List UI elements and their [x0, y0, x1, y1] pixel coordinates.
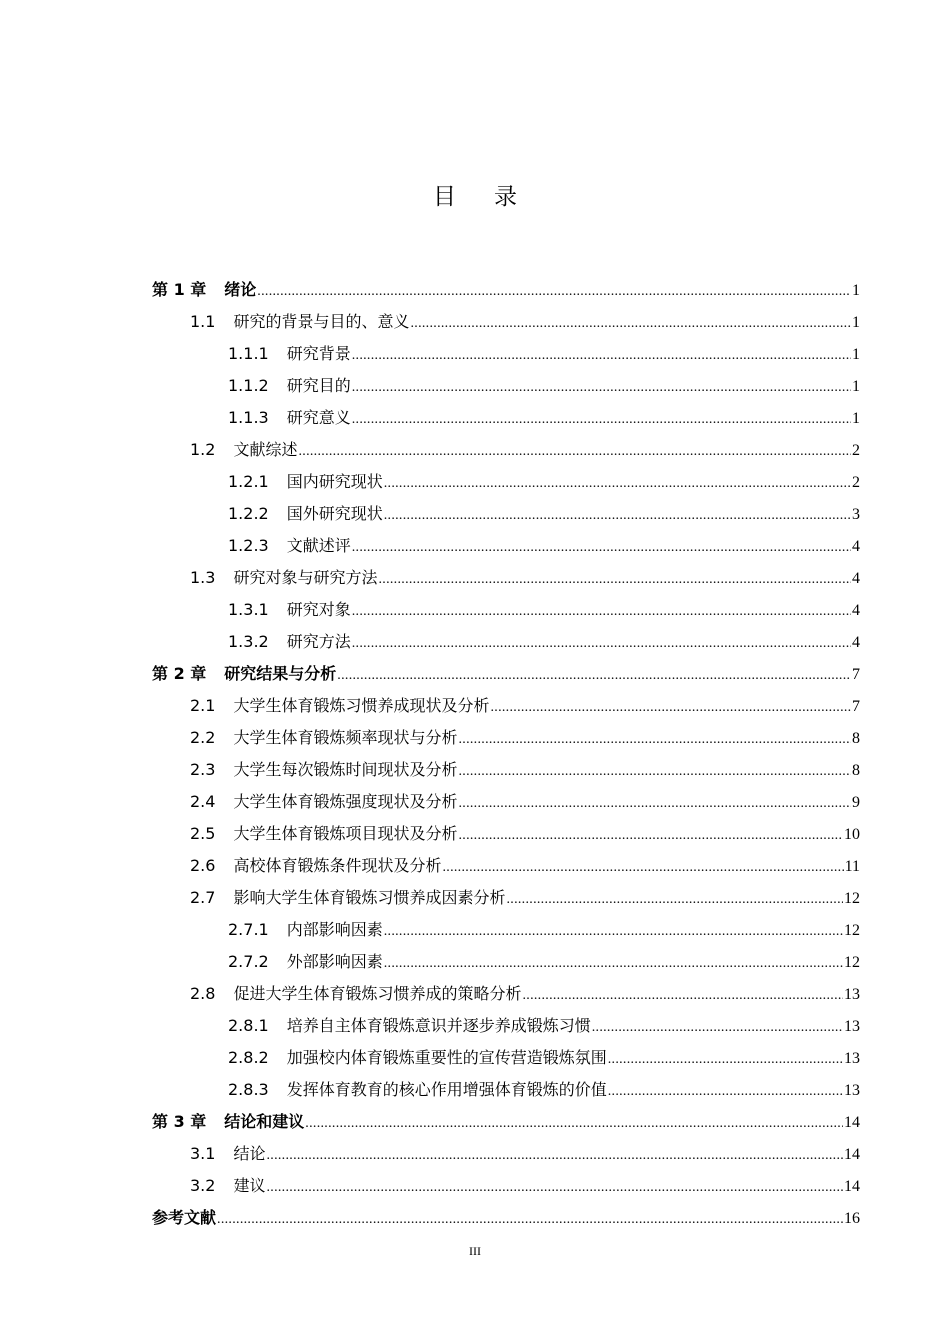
toc-entry-label — [228, 946, 383, 978]
toc-entry-page: 1 — [852, 314, 860, 331]
toc-entry-title: 国内研究现状 — [286, 472, 383, 491]
toc-entry-title: 大学生每次锻炼时间现状及分析 — [233, 760, 458, 779]
toc-entry[interactable] — [152, 1202, 860, 1234]
dot-leader — [490, 692, 851, 724]
toc-entry-label — [152, 1202, 216, 1234]
toc-entry-page: 13 — [844, 1082, 860, 1099]
toc-entry[interactable] — [190, 818, 860, 850]
toc-entry[interactable] — [228, 594, 860, 626]
toc-entry[interactable] — [228, 914, 860, 946]
toc-entry-title: 研究的背景与目的、意义 — [233, 312, 410, 331]
toc-entry-title: 加强校内体育锻炼重要性的宣传营造锻炼氛围 — [286, 1048, 607, 1067]
toc-entry-number: 1.3.1 — [228, 600, 269, 619]
toc-entry-number: 1.1.3 — [228, 408, 269, 427]
toc-entry-page: 1 — [852, 410, 860, 427]
toc-entry-label — [190, 1138, 265, 1170]
toc-entry-number: 2.7.1 — [228, 920, 269, 939]
dot-leader — [378, 564, 851, 596]
dot-leader — [352, 404, 851, 436]
toc-entry-title: 培养自主体育锻炼意识并逐步养成锻炼习惯 — [286, 1016, 591, 1035]
toc-entry-title: 发挥体育教育的核心作用增强体育锻炼的价值 — [286, 1080, 607, 1099]
toc-entry-number: 2.8 — [190, 984, 216, 1003]
toc-entry-title: 研究对象 — [286, 600, 351, 619]
toc-entry-label — [228, 402, 351, 434]
dot-leader — [522, 980, 843, 1012]
toc-entry[interactable] — [152, 658, 860, 690]
toc-entry-page: 16 — [844, 1210, 860, 1227]
toc-entry-label — [190, 786, 457, 818]
toc-entry-page: 11 — [844, 858, 860, 875]
toc-entry-page: 2 — [852, 474, 860, 491]
toc-entry[interactable] — [190, 882, 860, 914]
toc-entry-number: 2.2 — [190, 728, 216, 747]
toc-entry-title: 研究目的 — [286, 376, 351, 395]
toc-entry-page: 14 — [844, 1114, 860, 1131]
toc-entry-label — [228, 370, 351, 402]
toc-entry-page: 7 — [852, 666, 860, 683]
dot-leader — [608, 1076, 843, 1108]
toc-entry-title: 大学生体育锻炼频率现状与分析 — [233, 728, 458, 747]
toc-entry-page: 14 — [844, 1178, 860, 1195]
dot-leader — [442, 852, 843, 884]
toc-entry-page: 4 — [852, 634, 860, 651]
toc-entry[interactable] — [190, 786, 860, 818]
toc-entry-number: 3.1 — [190, 1144, 216, 1163]
toc-entry-number: 2.6 — [190, 856, 216, 875]
toc-entry-number: 1.1 — [190, 312, 216, 331]
toc-entry-label — [190, 754, 457, 786]
toc-entry-title: 建议 — [233, 1176, 266, 1195]
toc-entry[interactable] — [190, 850, 860, 882]
toc-entry-page: 4 — [852, 602, 860, 619]
toc-entry[interactable] — [190, 306, 860, 338]
toc-entry[interactable] — [228, 498, 860, 530]
toc-entry-page: 12 — [844, 890, 860, 907]
toc-entry-label — [228, 498, 383, 530]
toc-entry-title: 大学生体育锻炼项目现状及分析 — [233, 824, 458, 843]
dot-leader — [217, 1204, 843, 1236]
dot-leader — [458, 820, 843, 852]
toc-entry-label — [228, 1010, 591, 1042]
toc-entry-label — [228, 338, 351, 370]
toc-entry-label — [152, 658, 336, 690]
toc-entry[interactable] — [228, 466, 860, 498]
toc-entry-page: 10 — [844, 826, 860, 843]
toc-entry-page: 1 — [852, 378, 860, 395]
toc-entry-label — [190, 562, 377, 594]
toc-entry[interactable] — [190, 754, 860, 786]
toc-entry-page: 12 — [844, 922, 860, 939]
toc-entry[interactable] — [228, 1074, 860, 1106]
toc-entry-label — [152, 274, 256, 306]
toc-entry-title: 文献综述 — [233, 440, 298, 459]
toc-entry-number: 2.3 — [190, 760, 216, 779]
toc-entry-title: 研究背景 — [286, 344, 351, 363]
toc-entry-label — [190, 818, 457, 850]
toc-entry[interactable] — [228, 1010, 860, 1042]
toc-entry-number: 第 1 章 — [152, 280, 207, 299]
toc-entry-title: 内部影响因素 — [286, 920, 383, 939]
dot-leader — [458, 724, 851, 756]
dot-leader — [384, 468, 851, 500]
toc-entry-title: 研究对象与研究方法 — [233, 568, 378, 587]
page-title — [0, 178, 950, 211]
toc-entry-label — [190, 882, 505, 914]
dot-leader — [458, 788, 851, 820]
toc-entry[interactable] — [190, 978, 860, 1010]
toc-entry-page: 13 — [844, 1018, 860, 1035]
toc-entry-number: 1.2 — [190, 440, 216, 459]
toc-entry-title: 文献述评 — [286, 536, 351, 555]
toc-entry-label — [152, 1106, 304, 1138]
toc-entry-label — [190, 1170, 265, 1202]
toc-entry-number: 2.4 — [190, 792, 216, 811]
dot-leader — [458, 756, 851, 788]
toc-entry[interactable] — [228, 402, 860, 434]
title-char-2: 录 — [494, 184, 517, 210]
toc-entry[interactable] — [228, 1042, 860, 1074]
toc-entry-title: 影响大学生体育锻炼习惯养成因素分析 — [233, 888, 506, 907]
toc-entry[interactable] — [190, 690, 860, 722]
toc-entry[interactable] — [190, 434, 860, 466]
toc-entry-page: 4 — [852, 538, 860, 555]
toc-entry-title: 高校体育锻炼条件现状及分析 — [233, 856, 442, 875]
dot-leader — [305, 1108, 843, 1140]
toc-entry-number: 2.7.2 — [228, 952, 269, 971]
toc-entry-title: 研究结果与分析 — [224, 664, 337, 683]
dot-leader — [384, 500, 851, 532]
toc-entry-label — [228, 530, 351, 562]
dot-leader — [337, 660, 851, 692]
toc-entry-label — [190, 690, 489, 722]
dot-leader — [266, 1172, 843, 1204]
toc-entry-label — [190, 722, 457, 754]
toc-entry[interactable] — [190, 1170, 860, 1202]
toc-entry-number: 2.8.2 — [228, 1048, 269, 1067]
dot-leader — [384, 916, 843, 948]
toc-entry-title: 大学生体育锻炼习惯养成现状及分析 — [233, 696, 490, 715]
toc-entry[interactable] — [228, 946, 860, 978]
toc-entry-number: 2.8.1 — [228, 1016, 269, 1035]
title-char-1: 目 — [433, 184, 456, 210]
toc-entry[interactable] — [228, 626, 860, 658]
toc-entry-number: 1.2.1 — [228, 472, 269, 491]
toc-entry-number: 2.5 — [190, 824, 216, 843]
toc-entry[interactable] — [228, 530, 860, 562]
toc-entry-number: 1.3.2 — [228, 632, 269, 651]
toc-entry-label — [228, 1074, 607, 1106]
toc-entry-label — [190, 978, 521, 1010]
dot-leader — [352, 532, 851, 564]
toc-entry-page: 8 — [852, 762, 860, 779]
toc-entry[interactable] — [228, 370, 860, 402]
toc-entry-number: 1.1.1 — [228, 344, 269, 363]
toc-entry-label — [190, 850, 441, 882]
toc-entry-number: 1.1.2 — [228, 376, 269, 395]
toc-entry-page: 13 — [844, 986, 860, 1003]
toc-entry-number: 2.8.3 — [228, 1080, 269, 1099]
dot-leader — [506, 884, 843, 916]
toc-entry-label — [228, 466, 383, 498]
toc-entry-title: 大学生体育锻炼强度现状及分析 — [233, 792, 458, 811]
toc-entry-title: 外部影响因素 — [286, 952, 383, 971]
toc-entry-label — [228, 594, 351, 626]
toc-entry-number: 3.2 — [190, 1176, 216, 1195]
dot-leader — [608, 1044, 843, 1076]
toc-entry-title: 结论 — [233, 1144, 266, 1163]
page-number: III — [469, 1244, 481, 1258]
toc-entry-page: 8 — [852, 730, 860, 747]
toc-entry[interactable] — [190, 562, 860, 594]
toc-entry-label — [228, 626, 351, 658]
toc-entry[interactable] — [228, 338, 860, 370]
dot-leader — [352, 372, 851, 404]
toc-entry-page: 2 — [852, 442, 860, 459]
toc-entry-page: 3 — [852, 506, 860, 523]
toc-entry-label — [228, 1042, 607, 1074]
toc-entry-number: 1.2.2 — [228, 504, 269, 523]
toc-entry-number: 2.1 — [190, 696, 216, 715]
toc-entry-page: 14 — [844, 1146, 860, 1163]
toc-entry-page: 4 — [852, 570, 860, 587]
toc-entry-page: 12 — [844, 954, 860, 971]
dot-leader — [352, 340, 851, 372]
toc-entry-title: 参考文献 — [152, 1208, 217, 1227]
dot-leader — [592, 1012, 843, 1044]
toc-entry-title: 结论和建议 — [224, 1112, 305, 1131]
toc-entry-page: 1 — [852, 346, 860, 363]
toc-entry-page: 7 — [852, 698, 860, 715]
dot-leader — [257, 276, 851, 308]
toc-entry[interactable] — [152, 1106, 860, 1138]
dot-leader — [352, 596, 851, 628]
toc-entry-title: 促进大学生体育锻炼习惯养成的策略分析 — [233, 984, 522, 1003]
toc-entry-number: 第 2 章 — [152, 664, 207, 683]
toc-entry-number: 2.7 — [190, 888, 216, 907]
dot-leader — [266, 1140, 843, 1172]
dot-leader — [298, 436, 851, 468]
toc-entry-title: 研究意义 — [286, 408, 351, 427]
toc-entry-page: 13 — [844, 1050, 860, 1067]
toc-entry-title: 绪论 — [224, 280, 257, 299]
toc-entry[interactable] — [190, 722, 860, 754]
toc-entry-number: 1.2.3 — [228, 536, 269, 555]
toc-entry-number: 1.3 — [190, 568, 216, 587]
toc-entry-page: 9 — [852, 794, 860, 811]
toc-entry-title: 国外研究现状 — [286, 504, 383, 523]
toc-entry-label — [190, 306, 409, 338]
dot-leader — [384, 948, 843, 980]
toc-entry-label — [228, 914, 383, 946]
dot-leader — [410, 308, 851, 340]
toc-entry[interactable] — [190, 1138, 860, 1170]
toc-entry[interactable] — [152, 274, 860, 306]
dot-leader — [352, 628, 851, 660]
toc-entry-label — [190, 434, 297, 466]
toc-entry-title: 研究方法 — [286, 632, 351, 651]
toc-entry-page: 1 — [852, 282, 860, 299]
toc-entry-number: 第 3 章 — [152, 1112, 207, 1131]
